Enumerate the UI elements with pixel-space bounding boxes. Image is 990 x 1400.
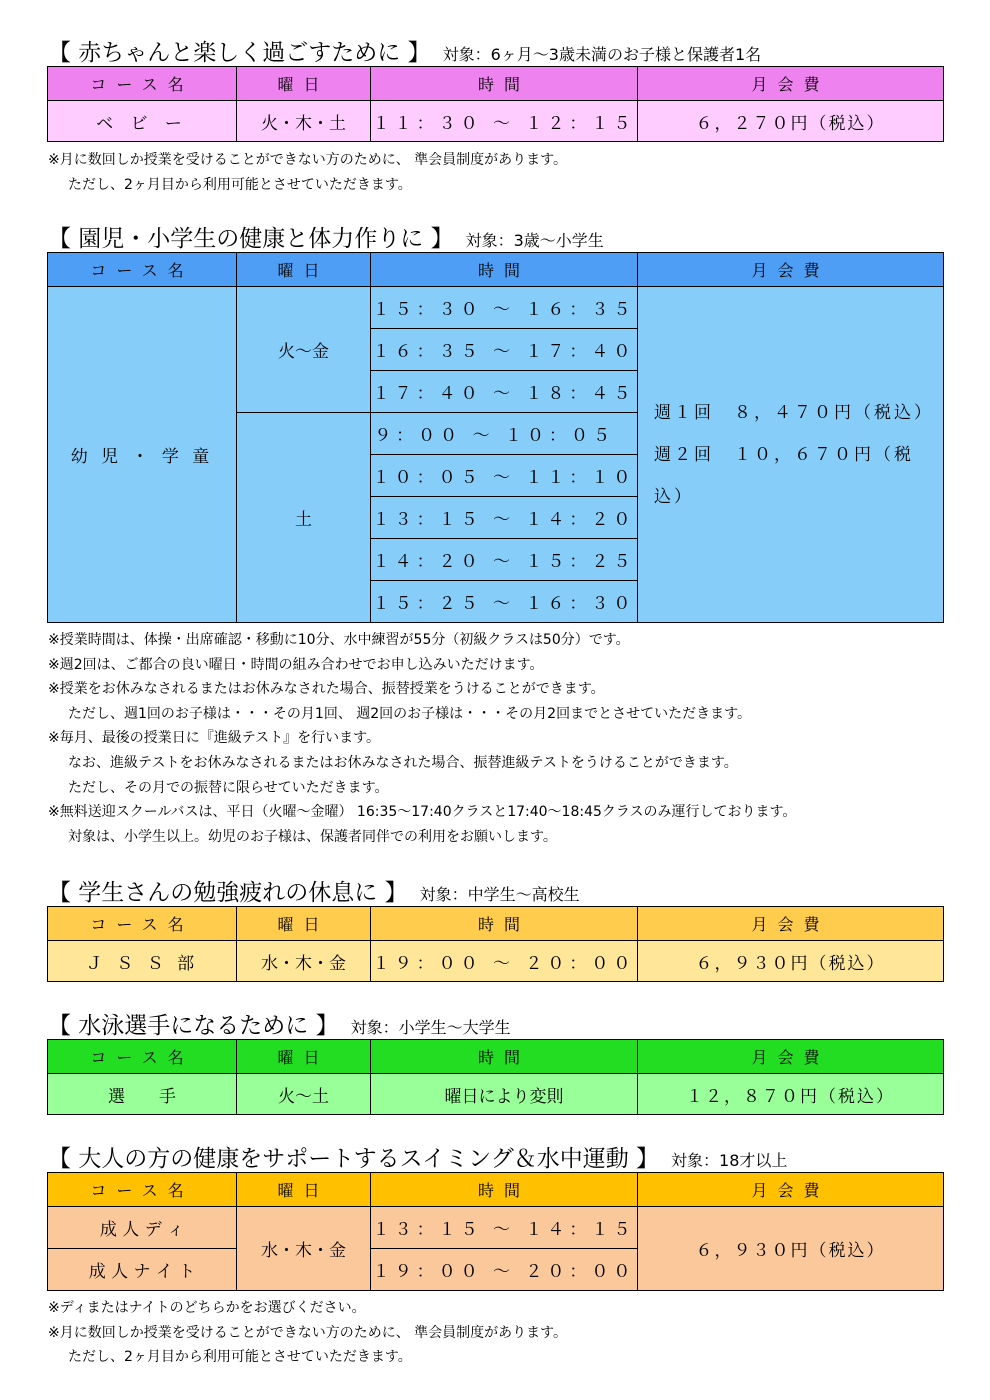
course-time: １３：１５ ～ １４：２０	[371, 497, 638, 539]
note-line: ただし、2ヶ月目から利用可能とさせていただきます。	[68, 176, 412, 193]
course-time: 曜日により変則	[371, 1074, 638, 1115]
section-student-heading	[48, 874, 580, 904]
header-course: コース名	[48, 1040, 237, 1074]
section-title: 【 園児・小学生の健康と体力作りに 】	[48, 226, 454, 252]
course-time: １６：３５ ～ １７：４０	[371, 329, 638, 371]
course-day-weekday: 火～金	[237, 287, 371, 413]
header-time: 時間	[371, 253, 638, 287]
course-time: １３：１５ ～ １４：１５	[371, 1207, 638, 1249]
header-day: 曜日	[237, 253, 371, 287]
section-title: 【 学生さんの勉強疲れの休息に 】	[48, 880, 408, 906]
note-line: ※月に数回しか授業を受けることができない方のために、 準会員制度があります。	[48, 1324, 568, 1341]
section-title: 【 大人の方の健康をサポートするスイミング＆水中運動 】	[48, 1146, 660, 1172]
section-target: 対象：小学生～大学生	[350, 1018, 511, 1037]
header-day: 曜日	[237, 67, 371, 101]
section-kids-heading	[48, 220, 604, 250]
note-line: 対象は、小学生以上。幼児のお子様は、保護者同伴での利用をお願いします。	[68, 828, 557, 845]
section-athlete-heading	[48, 1007, 511, 1037]
course-name: ベ ビ ー	[48, 101, 237, 142]
section-title: 【 水泳選手になるために 】	[48, 1013, 339, 1039]
course-time: １１：３０ ～ １２：１５	[371, 101, 638, 142]
section-target: 対象：3歳～小学生	[465, 231, 604, 250]
section-baby-heading	[48, 34, 761, 64]
header-course: コース名	[48, 253, 237, 287]
course-name-day: 成 人 デ ィ	[48, 1207, 237, 1249]
course-time: １７：４０ ～ １８：４５	[371, 371, 638, 413]
header-fee: 月会費	[638, 253, 944, 287]
course-time: １９：００ ～ ２０：００	[371, 941, 638, 982]
course-day: 水・木・金	[237, 1207, 371, 1291]
table-row	[48, 1207, 944, 1249]
note-line: ※毎月、最後の授業日に『進級テスト』を行います。	[48, 730, 381, 747]
fee-weekly-once-amount: ８，４７０円（税込）	[734, 402, 934, 423]
baby-notes	[48, 148, 567, 197]
header-course: コース名	[48, 1173, 237, 1207]
table-row	[48, 941, 944, 982]
note-line: ※ディまたはナイトのどちらかをお選びください。	[48, 1300, 366, 1316]
section-title: 【 赤ちゃんと楽しく過ごすために 】	[48, 40, 431, 66]
athlete-course-table	[47, 1039, 944, 1115]
table-header-row	[48, 1040, 944, 1074]
course-day-saturday: 土	[237, 413, 371, 623]
header-time: 時間	[371, 907, 638, 941]
header-time: 時間	[371, 1040, 638, 1074]
course-time: １０：０５ ～ １１：１０	[371, 455, 638, 497]
baby-course-table	[47, 66, 944, 142]
adult-notes	[48, 1296, 567, 1370]
header-day: 曜日	[237, 907, 371, 941]
note-line: ※週2回は、ご都合の良い曜日・時間の組み合わせでお申し込みいただけます。	[48, 656, 544, 673]
section-target: 対象：6ヶ月～3歳未満のお子様と保護者1名	[442, 45, 762, 64]
student-course-table	[47, 906, 944, 982]
course-fee-block	[638, 287, 944, 623]
course-time: ９：００ ～ １０：０５	[371, 413, 638, 455]
header-fee: 月会費	[638, 1173, 944, 1207]
header-fee: 月会費	[638, 1040, 944, 1074]
note-line: なお、進級テストをお休みなされるまたはお休みなされた場合、振替進級テストをうけることができます。	[68, 754, 738, 771]
fee-weekly-twice-label: 週２回	[654, 444, 714, 465]
note-line: ただし、2ヶ月目から利用可能とさせていただきます。	[68, 1349, 412, 1366]
course-name-night: 成 人 ナ イ ト	[48, 1249, 237, 1291]
course-fee: ６，９３０円（税込）	[638, 1207, 944, 1291]
note-line: ※授業をお休みなされるまたはお休みなされた場合、振替授業をうけることができます。	[48, 681, 605, 698]
header-time: 時間	[371, 1173, 638, 1207]
section-target: 対象：18才以上	[671, 1151, 788, 1170]
fee-weekly-once-label: 週１回	[654, 402, 714, 423]
course-time: １９：００ ～ ２０：００	[371, 1249, 638, 1291]
table-header-row	[48, 907, 944, 941]
course-name: 選 手	[48, 1074, 237, 1115]
table-row	[48, 287, 944, 329]
table-header-row	[48, 253, 944, 287]
table-row	[48, 101, 944, 142]
note-line: ただし、週1回のお子様は・・・その月1回、 週2回のお子様は・・・その月2回までとさせていただきます。	[68, 705, 751, 722]
course-day: 水・木・金	[237, 941, 371, 982]
section-target: 対象：中学生～高校生	[419, 885, 580, 904]
course-fee: １２，８７０円（税込）	[638, 1074, 944, 1115]
kids-course-table	[47, 252, 944, 623]
course-name: Ｊ Ｓ Ｓ 部	[48, 941, 237, 982]
note-line: ※無料送迎スクールバスは、平日（火曜～金曜） 16:35～17:40クラスと17:40～18:45クラスのみ運行しております。	[48, 804, 797, 821]
course-time: １５：３０ ～ １６：３５	[371, 287, 638, 329]
course-fee: ６，２７０円（税込）	[638, 101, 944, 142]
header-day: 曜日	[237, 1173, 371, 1207]
note-line: ※月に数回しか授業を受けることができない方のために、 準会員制度があります。	[48, 152, 568, 168]
header-day: 曜日	[237, 1040, 371, 1074]
course-name: 幼 児 ・ 学 童	[48, 287, 237, 623]
kids-notes	[48, 628, 796, 849]
course-time: １４：２０ ～ １５：２５	[371, 539, 638, 581]
note-line: ※授業時間は、体操・出席確認・移動に10分、水中練習が55分（初級クラスは50分）です。	[48, 632, 630, 648]
header-time: 時間	[371, 67, 638, 101]
header-fee: 月会費	[638, 907, 944, 941]
course-day: 火～土	[237, 1074, 371, 1115]
note-line: ただし、その月での振替に限らせていただきます。	[68, 779, 389, 796]
header-course: コース名	[48, 907, 237, 941]
course-time: １５：２５ ～ １６：３０	[371, 581, 638, 623]
fee-weekly-twice-amount: １０，６７０円（税込）	[654, 444, 914, 507]
header-course: コース名	[48, 67, 237, 101]
table-header-row	[48, 1173, 944, 1207]
table-row	[48, 1074, 944, 1115]
section-adult-heading	[48, 1140, 787, 1170]
course-day: 火・木・土	[237, 101, 371, 142]
course-fee: ６，９３０円（税込）	[638, 941, 944, 982]
table-header-row	[48, 67, 944, 101]
adult-course-table	[47, 1172, 944, 1291]
header-fee: 月会費	[638, 67, 944, 101]
